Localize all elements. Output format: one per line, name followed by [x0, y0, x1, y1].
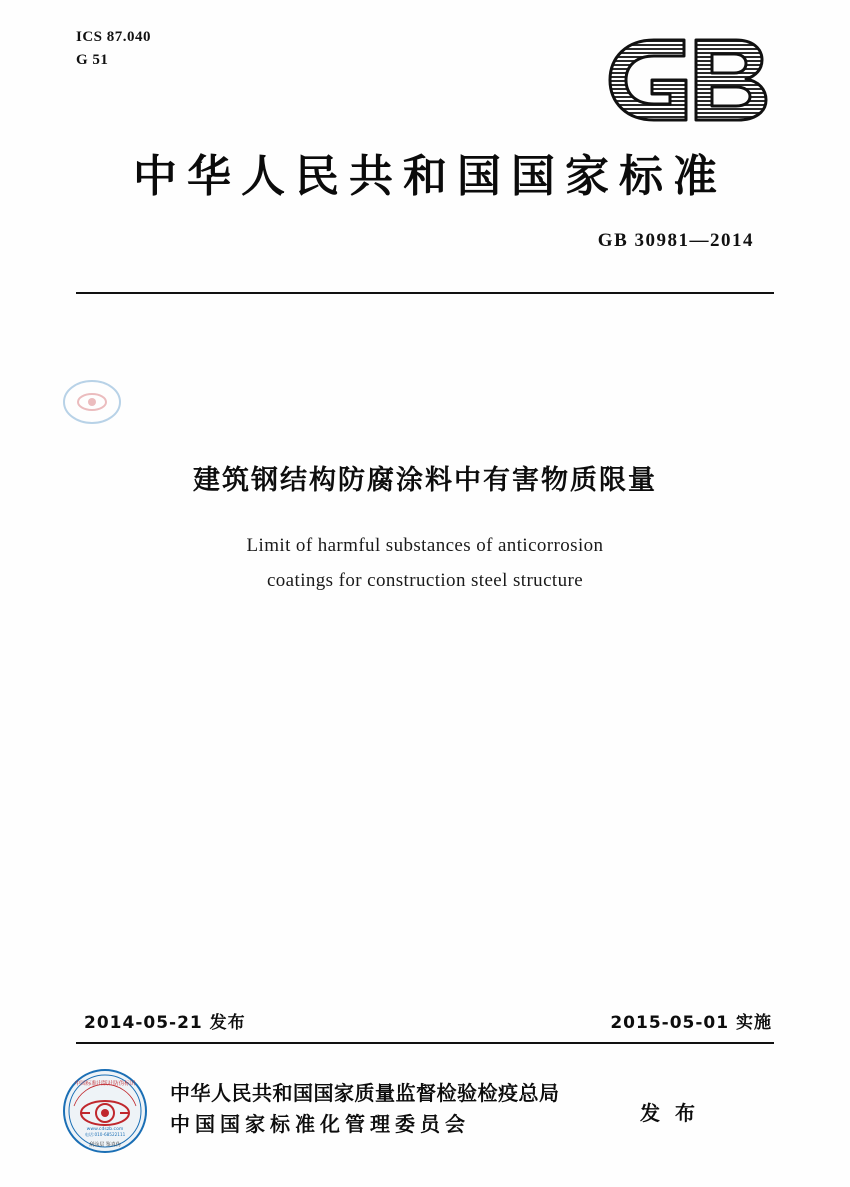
svg-text:中国标准出版社防伪标识: 中国标准出版社防伪标识 — [74, 1081, 136, 1087]
issuer-line-2: 中国国家标准化管理委员会 — [170, 1112, 470, 1136]
divider-top — [76, 292, 774, 294]
gb-emblem-icon — [604, 36, 776, 124]
issuer-line-1: 中华人民共和国国家质量监督检验检疫总局 — [170, 1081, 560, 1105]
divider-bottom — [76, 1042, 774, 1044]
document-title-en-line2: coatings for construction steel structure — [266, 570, 584, 592]
faint-seal-watermark — [62, 378, 122, 426]
svg-text:www.cdszb.com: www.cdszb.com — [86, 1127, 124, 1132]
ics-code: ICS 87.040 — [76, 29, 152, 45]
verification-seal-icon — [62, 1068, 148, 1154]
page-title: 中华人民共和国国家标准 — [133, 151, 727, 202]
effective-date: 2015-05-01 实施 — [610, 1013, 772, 1033]
svg-text:电话:010-68522111: 电话:010-68522111 — [84, 1132, 126, 1137]
classification-code: G 51 — [76, 51, 109, 68]
standard-number: GB 30981—2014 — [597, 230, 754, 251]
publish-label: 发 布 — [640, 1101, 699, 1125]
issue-date: 2014-05-21 发布 — [84, 1013, 246, 1033]
document-title-en — [0, 528, 850, 598]
ics-classification-block — [76, 26, 151, 71]
document-title-cn: 建筑钢结构防腐涂料中有害物质限量 — [193, 465, 657, 496]
document-title-en-line1: Limit of harmful substances of anticorrosion — [246, 535, 604, 556]
issuer-block — [170, 1078, 560, 1140]
svg-text:刮涂层 鉴真伪: 刮涂层 鉴真伪 — [89, 1142, 121, 1148]
